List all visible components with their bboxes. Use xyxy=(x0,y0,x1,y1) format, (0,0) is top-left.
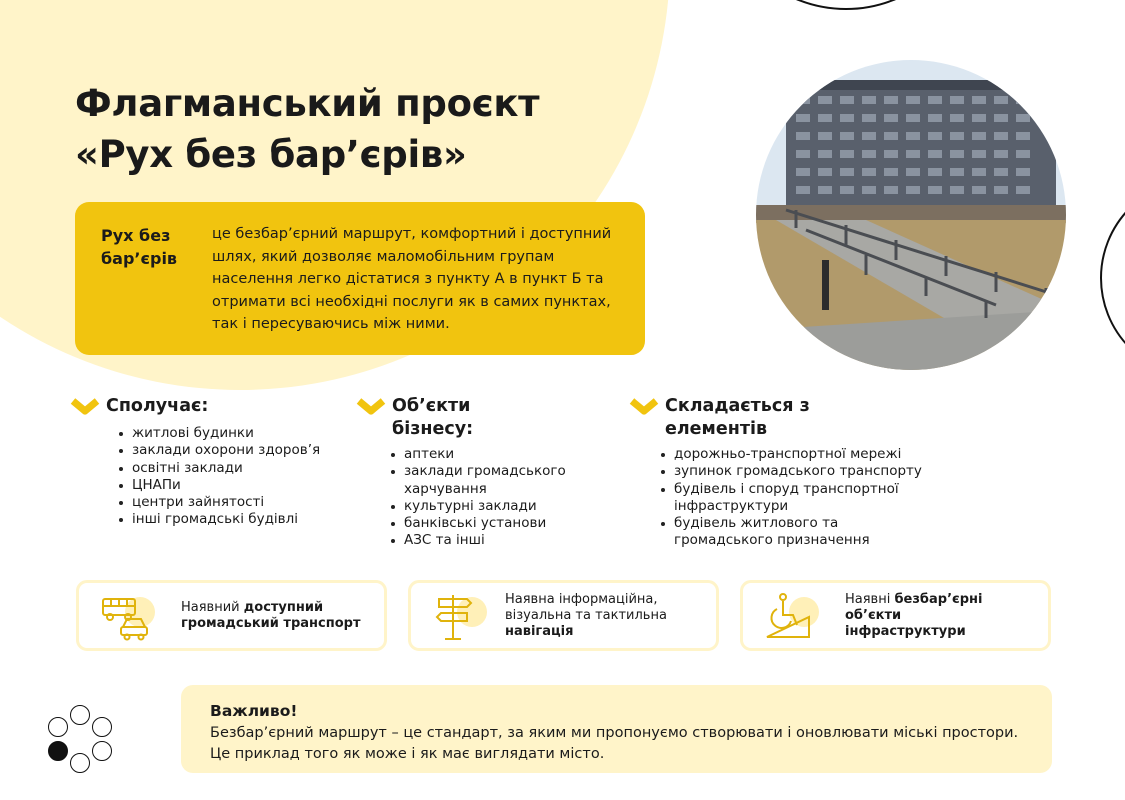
important-title: Важливо! xyxy=(210,702,298,720)
check-icon xyxy=(356,395,386,417)
feature-navigation xyxy=(408,580,719,651)
column-connects xyxy=(70,395,350,529)
ramp-photo xyxy=(756,60,1066,370)
column-list xyxy=(119,425,350,529)
check-icon xyxy=(70,395,100,417)
column-list xyxy=(391,446,616,550)
decor-ring-right xyxy=(1100,178,1125,378)
definition-text: це безбар’єрний маршрут, комфортний і доступний шлях, який дозволяє маломобільним групам населення легко дістатися з пункту А в пункт Б та отримати всі необхідні послуги як в самих пунктах, так і пересуваючись між ними. xyxy=(212,226,612,332)
feature-text: Наявний доступний громадський транспорт xyxy=(181,599,361,631)
feature-transport xyxy=(76,580,387,651)
list-item: культурні заклади xyxy=(391,498,616,515)
list-item: заклади громадського харчування xyxy=(391,463,571,498)
column-title: Сполучає: xyxy=(106,396,209,416)
title-line-1: Флагманський проєкт xyxy=(75,82,540,125)
decor-circles-icon xyxy=(48,705,112,775)
page-title xyxy=(75,78,539,180)
title-line-2: «Рух без бар’єрів» xyxy=(75,133,467,176)
column-title: Об’єкти бізнесу: xyxy=(392,396,474,439)
definition-term: Рух без бар’єрів xyxy=(101,226,178,268)
list-item: центри зайнятості xyxy=(119,494,350,511)
important-text: Безбар’єрний маршрут – це стандарт, за яким ми пропонуємо створювати і оновлювати міські простори. Це приклад того як може і як має виглядати місто. xyxy=(210,725,1019,762)
list-item: будівель житлового та громадського призначення xyxy=(661,515,881,550)
column-business xyxy=(356,395,616,550)
important-note xyxy=(181,685,1052,773)
list-item: житлові будинки xyxy=(119,425,350,442)
signpost-icon xyxy=(433,591,493,641)
list-item: АЗС та інші xyxy=(391,532,616,549)
list-item: банківські установи xyxy=(391,515,616,532)
list-item: зупинок громадського транспорту xyxy=(661,463,929,480)
definition-box xyxy=(75,202,645,355)
feature-text: Наявна інформаційна, візуальна та тактильна навігація xyxy=(505,591,667,639)
feature-text: Наявні безбар’єрні об’єкти інфраструктури xyxy=(845,591,983,639)
list-item: будівель і споруд транспортної інфраструктури xyxy=(661,481,901,516)
check-icon xyxy=(629,395,659,417)
decor-ring-top xyxy=(716,0,976,10)
list-item: ЦНАПи xyxy=(119,477,350,494)
column-list xyxy=(661,446,929,550)
column-header xyxy=(356,395,616,441)
ramp-photo-illustration xyxy=(756,60,1066,370)
list-item: дорожньо-транспортної мережі xyxy=(661,446,929,463)
list-item: інші громадські будівлі xyxy=(119,511,350,528)
bus-car-icon xyxy=(101,591,161,641)
column-header xyxy=(70,395,350,418)
column-header xyxy=(629,395,929,441)
list-item: освітні заклади xyxy=(119,460,350,477)
feature-infrastructure xyxy=(740,580,1051,651)
wheelchair-ramp-icon xyxy=(765,591,825,641)
column-title: Складається з елементів xyxy=(665,396,810,439)
list-item: заклади охорони здоров’я xyxy=(119,442,350,459)
list-item: аптеки xyxy=(391,446,616,463)
column-elements xyxy=(629,395,929,550)
